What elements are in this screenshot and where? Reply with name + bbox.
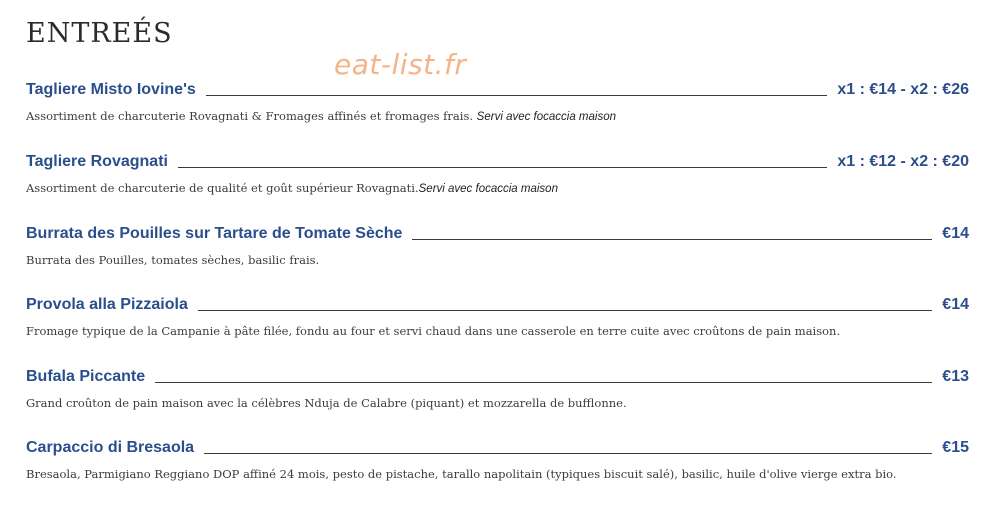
menu-item-provola	[26, 291, 969, 339]
dotted-leader	[178, 166, 827, 168]
menu-item-row	[26, 76, 969, 100]
menu-item-tagliere-misto	[26, 76, 969, 125]
section-title: ENTREÉS	[26, 18, 173, 49]
dotted-leader	[204, 452, 932, 454]
item-description-text: Assortiment de charcuterie de qualité et goût supérieur Rovagnati.	[26, 181, 419, 195]
item-description-text: Burrata des Pouilles, tomates sèches, basilic frais.	[26, 253, 320, 267]
item-price: x1 : €14 - x2 : €26	[837, 81, 969, 98]
item-price: €14	[942, 296, 969, 313]
menu-item-bufala	[26, 363, 969, 411]
item-price: x1 : €12 - x2 : €20	[837, 153, 969, 170]
item-description	[26, 466, 969, 482]
dotted-leader	[412, 238, 932, 240]
item-description-text: Fromage typique de la Campanie à pâte filée, fondu au four et servi chaud dans une casserole en terre cuite avec croûtons de pain maison.	[26, 324, 841, 338]
menu-item-row	[26, 291, 969, 315]
menu-item-carpaccio	[26, 434, 969, 482]
item-description	[26, 180, 969, 197]
menu-item-row	[26, 148, 969, 172]
menu-item-row	[26, 363, 969, 387]
menu-item-row	[26, 434, 969, 458]
item-price: €14	[942, 225, 969, 242]
item-note: Servi avec focaccia maison	[418, 183, 558, 195]
dotted-leader	[155, 381, 932, 383]
menu-item-row	[26, 220, 969, 244]
item-name: Provola alla Pizzaiola	[26, 296, 188, 313]
item-description-text: Assortiment de charcuterie Rovagnati & Fromages affinés et fromages frais.	[26, 109, 477, 123]
item-name: Carpaccio di Bresaola	[26, 439, 195, 456]
dotted-leader	[206, 94, 828, 96]
item-description-text: Bresaola, Parmigiano Reggiano DOP affiné 24 mois, pesto de pistache, tarallo napolitain (typiques biscuit salé), basilic, huile d'olive vierge extra bio.	[26, 467, 897, 481]
item-description	[26, 323, 969, 339]
menu-item-burrata	[26, 220, 969, 268]
item-description	[26, 395, 969, 411]
item-name: Bufala Piccante	[26, 368, 146, 385]
item-description	[26, 108, 969, 125]
item-name: Tagliere Rovagnati	[26, 153, 168, 170]
item-name: Tagliere Misto Iovine's	[26, 81, 196, 98]
item-price: €15	[942, 439, 969, 456]
menu-item-tagliere-rovagnati	[26, 148, 969, 197]
item-description	[26, 252, 969, 268]
item-description-text: Grand croûton de pain maison avec la célèbres Nduja de Calabre (piquant) et mozzarella de bufflonne.	[26, 396, 627, 410]
watermark: eat-list.fr	[334, 48, 467, 81]
item-name: Burrata des Pouilles sur Tartare de Tomate Sèche	[26, 225, 403, 242]
dotted-leader	[198, 309, 932, 311]
item-price: €13	[942, 368, 969, 385]
item-note: Servi avec focaccia maison	[476, 111, 617, 123]
